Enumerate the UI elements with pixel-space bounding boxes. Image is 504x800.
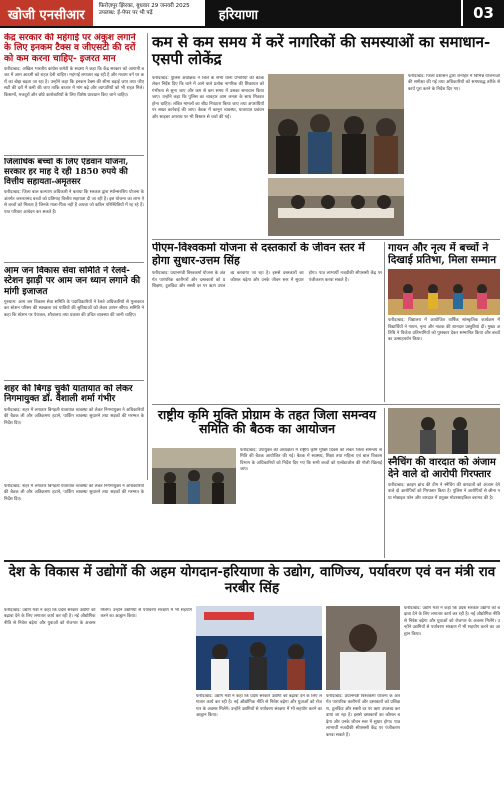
article-committee xyxy=(4,266,144,376)
article-industry-mid-body: फरीदाबाद: प्रधानमंत्री विश्वकर्मा योजना के अंतर्गत पारंपरिक कारीगरों और दस्तकारों को प्रशिक्षण, टूलकिट और सस्ती दर पर ऋण उपलब्ध करवाया जा रहा है। इससे दस्तकारों का कौशल बढ़ेगा और उनके जीवन स्तर में सुधार होगा। पात्र लाभार्थी नजदीकी सीएससी केंद्र पर पंजीकरण करवा सकते हैं। xyxy=(326,694,400,738)
article-industry-mid xyxy=(326,694,400,796)
divider xyxy=(4,155,144,156)
article-vishwakarma-headline: पीएम-विश्वकर्मा योजना से दस्तकारों के जीवन स्तर में होगा सुधार-उत्तम सिंह xyxy=(152,242,365,267)
article-crime-body: फरीदाबाद: क्राइम ब्रांच की टीम ने स्नैचिंग की वारदातों को अंजाम देने वाले दो आरोपियों को गिरफ्तार किया है। पुलिस ने आरोपियों से छीना गया मोबाइल फोन और वारदात में प्रयुक्त मोटरसाइकिल बरामद की है। xyxy=(388,483,500,501)
article-vishwakarma-body: फरीदाबाद: प्रधानमंत्री विश्वकर्मा योजना के अंतर्गत पारंपरिक कारीगरों और दस्तकारों को प्रशिक्षण, टूलकिट और सस्ती दर पर ऋण उपलब्ध करवाया जा रहा है। इससे दस्तकारों का कौशल बढ़ेगा और उनके जीवन स्तर में सुधार होगा। पात्र लाभार्थी नजदीकी सीएससी केंद्र पर पंजीकरण करवा सकते हैं। xyxy=(152,271,382,290)
article-industry xyxy=(4,608,192,796)
article-industry-right xyxy=(404,606,500,796)
dateline xyxy=(93,0,205,26)
article-sports-headline: जिलाधिक बच्चों के लिए ऐडवान योजना, सरकार हर माह दे रही 1850 रुपये की वित्तीय सहायता-अमृतसर xyxy=(4,158,129,187)
article-agri xyxy=(152,448,382,558)
article-vishwakarma xyxy=(152,242,382,402)
industry-event-photo xyxy=(196,606,322,690)
minister-photo xyxy=(326,606,400,690)
article-agri-body: फरीदाबाद: उपायुक्त की अध्यक्षता में राष्ट्रीय कृमि मुक्ति दिवस को लेकर जिला समन्वय समिति की बैठक आयोजित की गई। बैठक में स्वास्थ्य, शिक्षा तथा महिला एवं बाल विकास विभाग के अधिकारियों को निर्देश दिए गए कि सभी बच्चों को एल्बेंडाजोल की गोली खिलाई जाए। xyxy=(240,448,382,473)
article-left-lower xyxy=(4,484,144,558)
article-lead-body xyxy=(152,76,264,236)
masthead xyxy=(0,0,504,28)
officers-photo xyxy=(268,178,404,236)
meeting-photo xyxy=(268,74,404,174)
lead-headline: कम से कम समय में करें नागरिकों की समस्याओं का समाधान-एसपी लोकेंद्र xyxy=(152,33,491,69)
divider xyxy=(4,262,144,263)
dateline-date: फ़िरोज़पुर झिरका, बुधवार 29 जनवरी 2025 xyxy=(98,3,190,9)
article-budget xyxy=(4,33,144,153)
arrest-photo xyxy=(388,408,500,454)
agri-headline: राष्ट्रीय कृमि मुक्ति प्रोग्राम के तहत जिला समन्वय समिति की बैठक का आयोजन xyxy=(157,407,377,437)
article-left-lower-body: फरीदाबाद: शहर में लगातार बिगड़ती यातायात व्यवस्था को लेकर निगमायुक्त ने अधिकारियों की बैठक ली और अतिक्रमण हटाने, पार्किंग व्यवस्था सुधारने तथा सड़कों की मरम्मत के निर्देश दिए। xyxy=(4,484,144,502)
agri-meeting-photo xyxy=(152,448,236,504)
article-dance-headline: गायन और नृत्य में बच्चों ने दिखाई प्रतिभा, मिला सम्मान xyxy=(388,242,497,267)
divider xyxy=(152,404,500,405)
article-right-top xyxy=(408,74,500,234)
column-divider xyxy=(147,33,148,480)
article-sports-body: फरीदाबाद: जिला बाल कल्याण अधिकारी ने बताया कि सरकार द्वारा स्पॉन्सरशिप योजना के अंतर्गत जरूरतमंद बच्चों को प्रतिमाह वित्तीय सहायता दी जा रही है। इस योजना का लाभ ऐसे बच्चों को मिलता है जिनके माता-पिता नहीं हैं अथवा जो कठिन परिस्थितियों में रह रहे हैं। पात्र परिवार आवेदन कर सकते हैं। xyxy=(4,190,144,215)
article-committee-body: गुरुग्राम: आम जन विकास सेवा समिति के पदाधिकारियों ने रेलवे अधिकारियों से मुलाकात कर स्टेशन परिसर की स्वच्छता एवं यात्रियों की सुविधाओं को लेकर ज्ञापन सौंपा। समिति ने कहा कि स्टेशन पर पेयजल, शौचालय तथा प्रकाश की उचित व्यवस्था की जानी चाहिए। xyxy=(4,300,144,318)
article-right-top-body: फरीदाबाद: जिला प्रशासन द्वारा जनहित में विभिन्न योजनाओं की समीक्षा की गई तथा अधिकारियों को समयबद्ध तरीके से कार्य पूरा करने के निर्देश दिए गए। xyxy=(408,74,500,92)
article-industry-cont xyxy=(196,694,322,796)
article-traffic-body: फरीदाबाद: शहर में लगातार बिगड़ती यातायात व्यवस्था को लेकर निगमायुक्त ने अधिकारियों की बैठक ली और अतिक्रमण हटाने, पार्किंग व्यवस्था सुधारने तथा सड़कों की मरम्मत के निर्देश दिए। xyxy=(4,407,144,426)
stage-photo xyxy=(388,269,500,315)
article-committee-headline: आम जन विकास सेवा समिति ने रेलवे-स्टेशन झाड़ी पर आम जन ध्यान लगाने की मांगी इजाजत xyxy=(4,266,141,297)
article-traffic-headline: शहर की बिगड़ चुकी यातायात को लेकर निगमायुक्त डॉ. वैशाली शर्मा गंभीर xyxy=(4,384,133,405)
article-sports xyxy=(4,158,144,258)
article-traffic xyxy=(4,384,144,480)
article-crime-headline: स्नैचिंग की वारदात को अंजाम देने वाले दो आरोपी गिरफ्तार xyxy=(388,457,496,480)
divider xyxy=(4,380,144,381)
industry-headline: देश के विकास में उद्योगों की अहम योगदान-हरियाणा के उद्योग, वाणिज्य, पर्यावरण एवं वन मंत्री राव नरबीर सिंह xyxy=(8,564,496,596)
column-divider xyxy=(384,242,385,402)
article-budget-body: फरीदाबाद: अखिल भारतीय कांग्रेस कमेटी के सदस्य ने कहा कि केंद्र सरकार को आगामी बजट में आम आदमी को राहत देनी चाहिए। महंगाई लगातार बढ़ रही है और मध्यम वर्ग पर करों का बोझ बढ़ता जा रहा है। उन्होंने कहा कि इनकम टैक्स की सीमा बढ़ाई जाए तथा जीएसटी की दरों में कमी की जाए ताकि बाजार में मांग बढ़े और व्यापारियों को भी राहत मिले। किसानों, मजदूरों और छोटे कारोबारियों के लिए विशेष प्रावधान किए जाने चाहिए। xyxy=(4,67,144,98)
article-industry-right-body: फरीदाबाद: उद्योग मंत्री ने कहा कि प्रदेश सरकार उद्योगों को बढ़ावा देने के लिए लगातार कार्य कर रही है। नई औद्योगिक नीति से निवेश बढ़ेगा और युवाओं को रोजगार के अवसर मिलेंगे। उन्होंने उद्यमियों से पर्यावरण संरक्षण में भी सहयोग करने का आह्वान किया। xyxy=(404,606,500,637)
article-industry-body: फरीदाबाद: उद्योग मंत्री ने कहा कि प्रदेश सरकार उद्योगों को बढ़ावा देने के लिए लगातार कार्य कर रही है। नई औद्योगिक नीति से निवेश बढ़ेगा और युवाओं को रोजगार के अवसर मिलेंगे। उन्होंने उद्यमियों से पर्यावरण संरक्षण में भी सहयोग करने का आह्वान किया। xyxy=(4,608,192,626)
article-dance xyxy=(388,242,500,402)
article-budget-headline: केंद्र सरकार की महंगाई पर अंकुश लगाने के लिए इनकम टैक्स व जीएसटी की दरों को कम करना चाहिए- इजरत मान xyxy=(4,33,136,64)
column-divider xyxy=(384,408,385,558)
divider xyxy=(4,560,500,562)
article-lead-text: फरीदाबाद: पुलिस अधीक्षक ने जिले के सभी थाना प्रभारियों की बैठक लेकर निर्देश दिए कि थाने में आने वाले प्रत्येक नागरिक की शिकायत को गंभीरता से सुना जाए और कम से कम समय में उसका समाधान किया जाए। उन्होंने कहा कि पुलिस का व्यवहार आम जनता के साथ मित्रवत होना चाहिए। लंबित मामलों का शीघ्र निपटारा किया जाए तथा अपराधियों पर सख्त कार्रवाई की जाए। बैठक में कानून व्यवस्था, यातायात प्रबंधन और साइबर अपराध पर भी विस्तार से चर्चा की गई। xyxy=(152,76,264,120)
page-number: 03 xyxy=(461,0,504,26)
article-industry-cont-body: फरीदाबाद: उद्योग मंत्री ने कहा कि प्रदेश सरकार उद्योगों को बढ़ावा देने के लिए लगातार कार्य कर रही है। नई औद्योगिक नीति से निवेश बढ़ेगा और युवाओं को रोजगार के अवसर मिलेंगे। उन्होंने उद्यमियों से पर्यावरण संरक्षण में भी सहयोग करने का आह्वान किया। xyxy=(196,694,322,719)
section-title: हरियाणा xyxy=(205,0,461,26)
newspaper-brand: खोजी एनसीआर xyxy=(0,0,93,26)
dateline-note: उपलब्ध: ई-पेपर पर भी पढ़ें xyxy=(98,10,153,17)
divider xyxy=(152,239,500,240)
article-crime xyxy=(388,408,500,558)
article-dance-body: फरीदाबाद: विद्यालय में आयोजित वार्षिक सांस्कृतिक कार्यक्रम में विद्यार्थियों ने गायन, नृत्य और नाटक की शानदार प्रस्तुतियां दीं। मुख्य अतिथि ने विजेता प्रतिभागियों को पुरस्कार देकर सम्मानित किया और बच्चों का उत्साहवर्धन किया। xyxy=(388,318,500,343)
